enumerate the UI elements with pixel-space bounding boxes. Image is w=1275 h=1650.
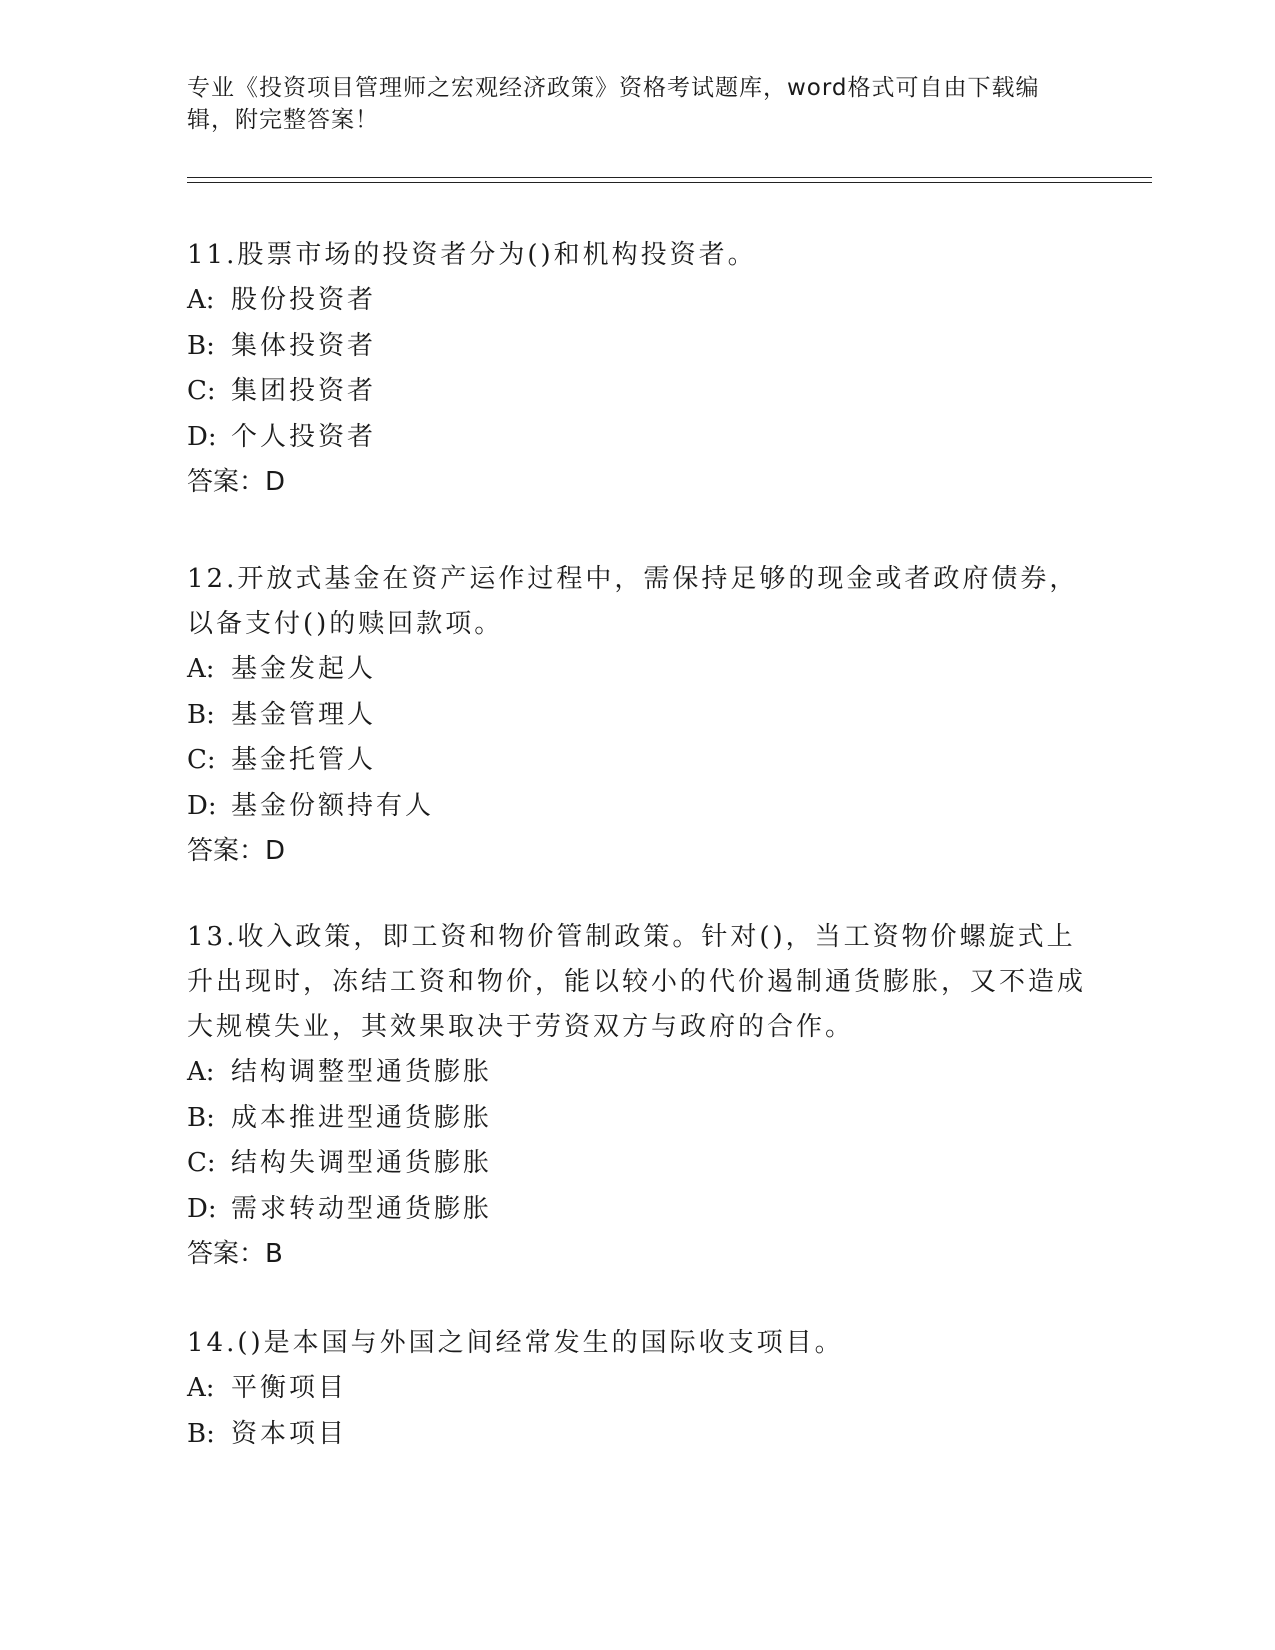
option-text: 结构调整型通货膨胀	[231, 1057, 493, 1087]
option-text: 成本推进型通货膨胀	[231, 1102, 493, 1133]
question-stem: 14.()是本国与外国之间经常发生的国际收支项目。	[187, 1328, 844, 1358]
question-stem: 13.收入政策，即工资和物价管制政策。针对()，当工资物价螺旋式上升出现时，冻结工资和物价，能以较小的代价遏制通货膨胀，又不造成大规模失业，其效果取决于劳资双方与政府的合作。	[187, 922, 1087, 1042]
option-b	[187, 693, 1087, 739]
option-a	[187, 1366, 1087, 1412]
option-letter: A:	[187, 1373, 215, 1403]
option-text: 集团投资者	[231, 376, 377, 406]
option-letter: C:	[187, 1148, 216, 1178]
option-text: 个人投资者	[231, 421, 377, 452]
option-d	[187, 415, 1087, 461]
option-text: 资本项目	[231, 1418, 348, 1449]
answer-line: 答案：D	[187, 836, 286, 866]
option-a	[187, 1050, 1087, 1096]
option-text: 股份投资者	[231, 285, 377, 315]
option-letter: D:	[187, 790, 217, 821]
option-letter: A:	[187, 1057, 215, 1087]
document-intro: 专业《投资项目管理师之宏观经济政策》资格考试题库，word格式可自由下载编辑，附完整答案！	[187, 75, 1040, 133]
option-b	[187, 1412, 1087, 1458]
option-text: 平衡项目	[231, 1373, 348, 1403]
question-11	[187, 233, 1087, 505]
option-text: 集体投资者	[231, 330, 377, 361]
option-a	[187, 278, 1087, 324]
header-divider-top	[187, 177, 1152, 178]
option-letter: B:	[187, 1418, 215, 1449]
option-a	[187, 647, 1087, 693]
option-letter: B:	[187, 330, 215, 361]
option-letter: B:	[187, 699, 215, 730]
answer-line: 答案：D	[187, 467, 286, 497]
option-c	[187, 738, 1087, 784]
question-13	[187, 915, 1087, 1277]
option-c	[187, 1141, 1087, 1187]
answer-line: 答案：B	[187, 1239, 283, 1269]
question-12	[187, 557, 1087, 874]
option-letter: C:	[187, 745, 216, 775]
option-letter: D:	[187, 1193, 217, 1224]
option-text: 基金管理人	[231, 699, 377, 730]
option-b	[187, 1096, 1087, 1142]
header-divider-bottom	[187, 182, 1152, 183]
option-text: 需求转动型通货膨胀	[231, 1193, 493, 1224]
option-c	[187, 369, 1087, 415]
question-stem: 11.股票市场的投资者分为()和机构投资者。	[187, 240, 757, 270]
option-d	[187, 1187, 1087, 1233]
option-text: 基金托管人	[231, 745, 377, 775]
option-letter: A:	[187, 285, 215, 315]
question-stem: 12.开放式基金在资产运作过程中，需保持足够的现金或者政府债券，以备支付()的赎回款项。	[187, 564, 1079, 639]
option-letter: B:	[187, 1102, 215, 1133]
option-text: 基金发起人	[231, 654, 377, 684]
option-letter: D:	[187, 421, 217, 452]
option-text: 结构失调型通货膨胀	[231, 1148, 493, 1178]
option-letter: A:	[187, 654, 215, 684]
question-14	[187, 1321, 1087, 1457]
option-d	[187, 784, 1087, 830]
option-b	[187, 324, 1087, 370]
option-text: 基金份额持有人	[231, 790, 435, 821]
option-letter: C:	[187, 376, 216, 406]
